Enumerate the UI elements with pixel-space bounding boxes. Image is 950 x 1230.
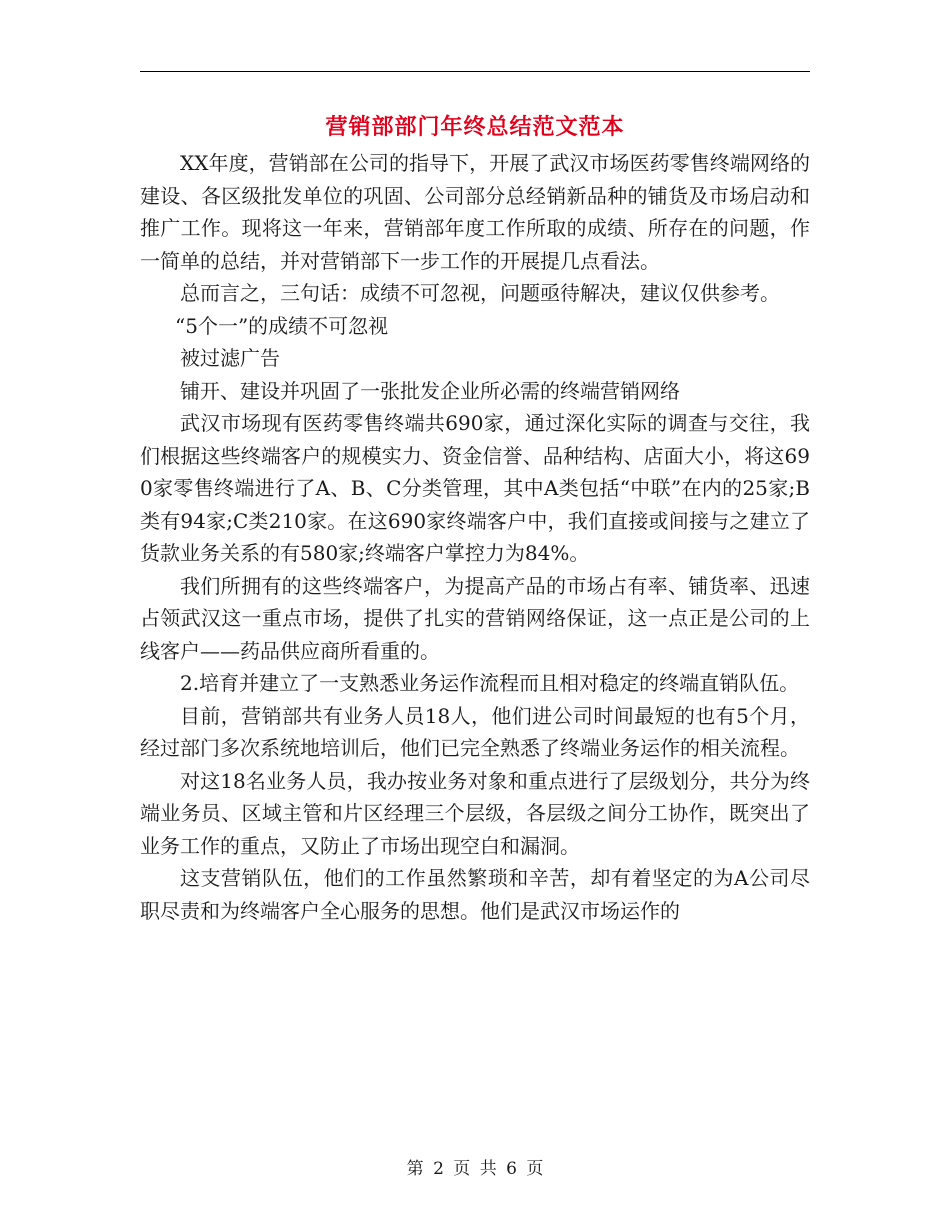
paragraph-intro: XX年度，营销部在公司的指导下，开展了武汉市场医药零售终端网络的建设、各区级批发单位的巩固、公司部分总经销新品种的铺货及市场启动和推广工作。现将这一年来，营销部年度工作所取的成绩、所存在的问题，作一简单的总结，并对营销部下一步工作的开展提几点看法。 [140, 151, 810, 273]
paragraph-team-size: 目前，营销部共有业务人员18人，他们进公司时间最短的也有5个月，经过部门多次系统地培训后，他们已完全熟悉了终端业务运作的相关流程。 [140, 703, 810, 760]
section-heading-achievements: “5个一”的成绩不可忽视 [175, 313, 389, 338]
section-heading-network: 铺开、建设并巩固了一张批发企业所必需的终端营销网络 [180, 378, 680, 403]
document-body [140, 147, 810, 927]
paragraph-summary: 总而言之，三句话：成绩不可忽视，问题亟待解决，建议仅供参考。 [180, 281, 780, 305]
paragraph-team-structure: 对这18名业务人员，我办按业务对象和重点进行了层级划分，共分为终端业务员、区域主管和片区经理三个层级，各层级之间分工协作，既突出了业务工作的重点，又防止了市场出现空白和漏洞。 [140, 768, 810, 858]
paragraph-team-spirit: 这支营销队伍，他们的工作虽然繁琐和辛苦，却有着坚定的为A公司尽职尽责和为终端客户全心服务的思想。他们是武汉市场运作的 [140, 866, 810, 923]
header-rule [140, 71, 810, 72]
paragraph-network-stats: 武汉市场现有医药零售终端共690家，通过深化实际的调查与交往，我们根据这些终端客户的规模实力、资金信誉、品种结构、店面大小，将这690家零售终端进行了A、B、C分类管理，其中A类包括“中联”在内的25家;B类有94家;C类210家。在这690家终端客户中，我们直接或间接与之建立了货款业务关系的有580家;终端客户掌控力为84%。 [140, 411, 810, 565]
document-title: 营销部部门年终总结范文范本 [325, 114, 625, 140]
paragraph-network-value: 我们所拥有的这些终端客户，为提高产品的市场占有率、铺货率、迅速占领武汉这一重点市场，提供了扎实的营销网络保证，这一点正是公司的上线客户——药品供应商所看重的。 [140, 573, 810, 663]
page-number: 第 2 页 共 6 页 [406, 1159, 544, 1179]
filtered-ad-notice: 被过滤广告 [180, 346, 280, 370]
section-heading-team: 2.培育并建立了一支熟悉业务运作流程而且相对稳定的终端直销队伍。 [180, 671, 800, 695]
